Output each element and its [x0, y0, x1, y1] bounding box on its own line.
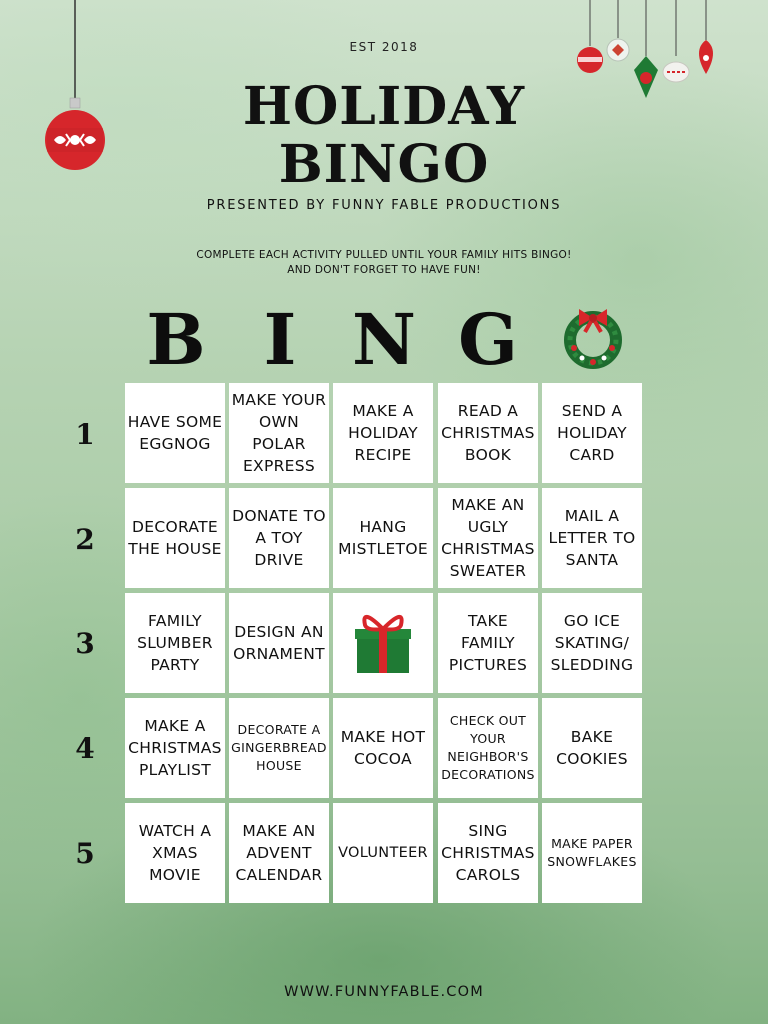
- presented-by: PRESENTED BY FUNNY FABLE PRODUCTIONS: [206, 198, 562, 213]
- row-number-3: 3: [75, 627, 95, 660]
- bingo-cell: HAVE SOME EGGNOG: [125, 383, 225, 483]
- bingo-cell: TAKE FAMILY PICTURES: [438, 593, 538, 693]
- bingo-cell: READ A CHRISTMAS BOOK: [438, 383, 538, 483]
- bingo-cell: DECORATE A GINGERBREAD HOUSE: [229, 698, 329, 798]
- bingo-cell: BAKE COOKIES: [542, 698, 642, 798]
- bingo-cell: DONATE TO A TOY DRIVE: [229, 488, 329, 588]
- bingo-cell: HANG MISTLETOE: [333, 488, 433, 588]
- wreath-icon: [560, 304, 626, 370]
- bingo-cell: MAKE A CHRISTMAS PLAYLIST: [125, 698, 225, 798]
- instructions: [0, 248, 768, 278]
- established-year: EST 2018: [349, 40, 419, 54]
- row-number-1: 1: [75, 418, 95, 451]
- instruction-line-2: AND DON'T FORGET TO HAVE FUN!: [287, 264, 481, 276]
- row-number-4: 4: [75, 732, 95, 765]
- page-title: [0, 78, 768, 194]
- title-line-holiday: HOLIDAY: [242, 76, 526, 137]
- bingo-cell: GO ICE SKATING/ SLEDDING: [542, 593, 642, 693]
- footer-url[interactable]: WWW.FUNNYFABLE.COM: [284, 984, 484, 1000]
- bingo-cell: MAIL A LETTER TO SANTA: [542, 488, 642, 588]
- gift-icon: [353, 611, 413, 675]
- row-number-5: 5: [75, 837, 95, 870]
- bingo-letter-n: N: [352, 298, 416, 381]
- bingo-cell: SEND A HOLIDAY CARD: [542, 383, 642, 483]
- bingo-cell: CHECK OUT YOUR NEIGHBOR'S DECORATIONS: [438, 698, 538, 798]
- free-space-cell: [333, 593, 433, 693]
- bingo-cell: MAKE AN UGLY CHRISTMAS SWEATER: [438, 488, 538, 588]
- bingo-letter-b: B: [146, 298, 206, 381]
- bingo-cell: MAKE A HOLIDAY RECIPE: [333, 383, 433, 483]
- bingo-cell: MAKE PAPER SNOWFLAKES: [542, 803, 642, 903]
- row-number-2: 2: [75, 523, 95, 556]
- bingo-letter-g: G: [458, 298, 518, 381]
- bingo-cell: DECORATE THE HOUSE: [125, 488, 225, 588]
- bingo-cell: SING CHRISTMAS CAROLS: [438, 803, 538, 903]
- bingo-cell: VOLUNTEER: [333, 803, 433, 903]
- bingo-cell: MAKE AN ADVENT CALENDAR: [229, 803, 329, 903]
- bingo-cell: MAKE YOUR OWN POLAR EXPRESS: [229, 383, 329, 483]
- bingo-cell: MAKE HOT COCOA: [333, 698, 433, 798]
- instruction-line-1: COMPLETE EACH ACTIVITY PULLED UNTIL YOUR FAMILY HITS BINGO!: [196, 249, 572, 261]
- title-line-bingo: BINGO: [278, 134, 490, 195]
- bingo-cell: FAMILY SLUMBER PARTY: [125, 593, 225, 693]
- bingo-cell: WATCH A XMAS MOVIE: [125, 803, 225, 903]
- bingo-cell: DESIGN AN ORNAMENT: [229, 593, 329, 693]
- bingo-letter-i: I: [263, 298, 297, 381]
